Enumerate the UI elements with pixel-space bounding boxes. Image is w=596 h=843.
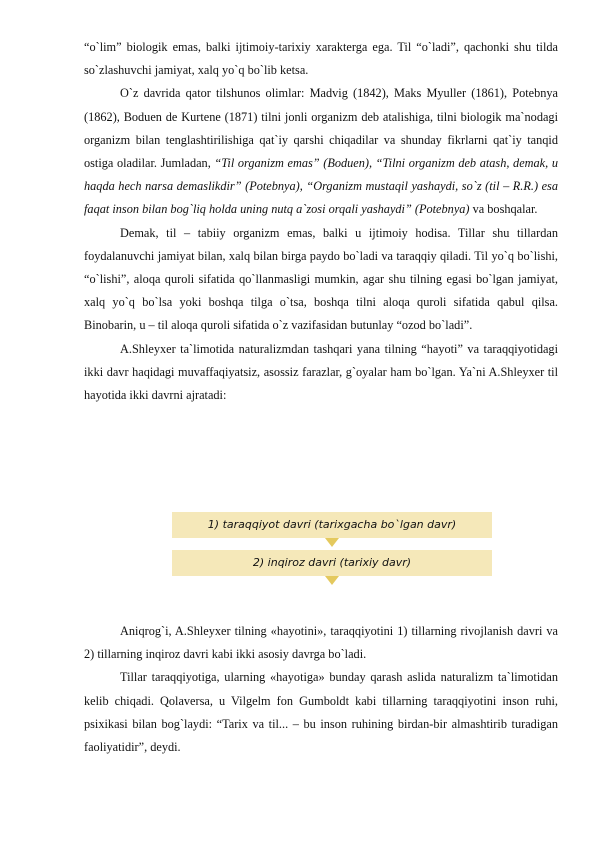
down-arrow-icon bbox=[325, 576, 339, 585]
paragraph bbox=[84, 338, 558, 408]
paragraph-text: Aniqrog`i, A.Shleyxer tilning «hayotini», taraqqiyotini 1) tillarning rivojlanish davri va 2) tillarning inqiroz davri kabi ikki asosiy davrga bo`ladi. bbox=[84, 624, 558, 662]
down-arrow-icon bbox=[325, 538, 339, 547]
quotation-text: “Til organizm emas” (Boduen), “Tilni organizm deb atash, demak, u haqda hech narsa demaslikdir” (Potebnya), “Organizm mustaqil yashaydi, so`z (til – R.R.) esa faqat inson bilan bog`liq holda uning nutq a`zosi orqali yashaydi” (Potebnya) bbox=[84, 156, 558, 217]
paragraph-text: Tillar taraqqiyotiga, ularning «hayotiga» bunday qarash aslida naturalizm ta`limotidan kelib chiqadi. Qolaversa, u Vilgelm fon Gumboldt kabi tillarning taraqqiyotini inson ruhi, psixikasi bilan bog`laydi: “Tarix va til... – bu inson ruhining birdan-bir almashtirib turadigan faoliyatidir”, deydi. bbox=[84, 670, 558, 755]
periods-diagram bbox=[172, 512, 492, 592]
period-box-development: 1) taraqqiyot davri (tarixgacha bo`lgan davr) bbox=[172, 512, 492, 538]
body-text-top bbox=[84, 36, 558, 407]
paragraph bbox=[84, 82, 558, 221]
period-box-decline: 2) inqiroz davri (tarixiy davr) bbox=[172, 550, 492, 576]
paragraph-text: A.Shleyxer ta`limotida naturalizmdan tashqari yana tilning “hayoti” va taraqqiyotidagi ikki davr haqidagi muvaffaqiyatsiz, asossiz farazlar, g`oyalar ham bo`lgan. Ya`ni A.Shleyxer til hayotida ikki davrni ajratadi: bbox=[84, 341, 558, 403]
paragraph-text: va boshqalar. bbox=[469, 202, 538, 217]
paragraph-text: Demak, til – tabiiy organizm emas, balki u ijtimoiy hodisa. Tillar shu tillardan foydalanuvchi jamiyat bilan, xalq bilan birga paydo bo`ladi va taraqqiy qiladi. Til yo`q bo`lishi, “o`lishi”, aloqa quroli sifatida qo`llanmasligi mumkin, agar shu tilning egasi bo`lgan jamiyat, xalq yo`q bo`lsa yoki boshqa tilga o`tsa, boshqa tilni aloqa quroli sifatida qabul qilsa. Binobarin, u – til aloqa quroli sifatida o`z vazifasidan butunlay “ozod bo`ladi”. bbox=[84, 225, 558, 333]
body-text-bottom bbox=[84, 620, 558, 759]
paragraph bbox=[84, 620, 558, 666]
paragraph bbox=[84, 666, 558, 759]
paragraph bbox=[84, 36, 558, 82]
paragraph-text: O`z davrida qator tilshunos olimlar: Madvig (1842), Maks Myuller (1861), Potebnya (1862), Boduen de Kurtene (1871) tilni jonli organizm deb atalishiga, tilni biologik ma`nodagi organizm bilan tenglashtirilishiga qat`iy qarshi chiqadilar va shunday fikrlarni qat`iy tanqid ostiga oladilar. Jumladan, bbox=[84, 86, 558, 171]
paragraph-text: “o`lim” biologik emas, balki ijtimoiy-tarixiy xarakterga ega. Til “o`ladi”, qachonki shu tilda so`zlashuvchi jamiyat, xalq yo`q bo`lib ketsa. bbox=[84, 40, 558, 78]
paragraph bbox=[84, 222, 558, 338]
